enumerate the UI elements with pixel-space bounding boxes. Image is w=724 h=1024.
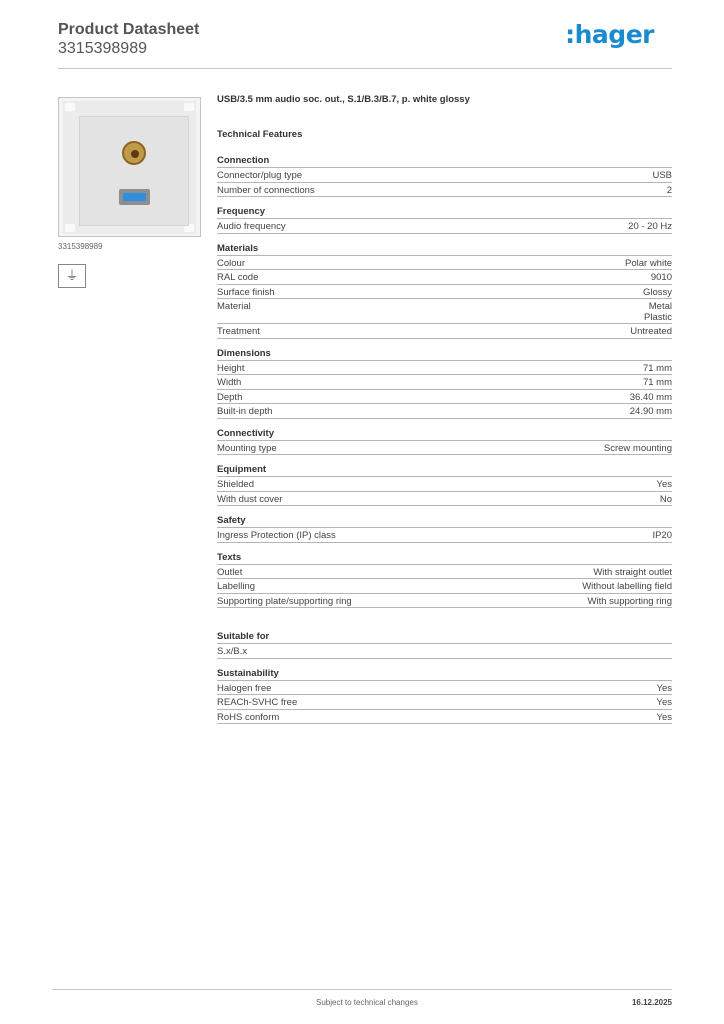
spec-label: Shielded — [217, 479, 254, 490]
spec-value: Yes — [656, 479, 672, 490]
socket-plate — [79, 116, 189, 226]
section-title: Frequency — [217, 205, 672, 219]
spec-row — [217, 594, 672, 609]
spec-row — [217, 404, 672, 419]
spec-value: Yes — [656, 697, 672, 708]
spec-label: Labelling — [217, 581, 256, 592]
feature-sections — [217, 154, 672, 724]
spec-row — [217, 270, 672, 285]
section-title: Connectivity — [217, 427, 672, 441]
spec-row — [217, 695, 672, 710]
spec-row — [217, 492, 672, 507]
spec-value: Polar white — [625, 257, 672, 269]
page-title: Product Datasheet — [58, 21, 200, 38]
spec-row — [217, 579, 672, 594]
spec-row — [217, 168, 672, 183]
section-title: Sustainability — [217, 667, 672, 681]
hager-logo: :hager — [565, 20, 654, 49]
spec-row — [217, 477, 672, 492]
spec-value: 36.40 mm — [629, 391, 672, 403]
footer-divider — [52, 989, 672, 990]
frame-clip — [65, 103, 75, 111]
spec-row — [217, 565, 672, 580]
section-equipment — [217, 463, 672, 506]
section-title: Connection — [217, 154, 672, 168]
spec-row — [217, 681, 672, 696]
spec-value: Screw mounting — [603, 442, 672, 454]
usb-port-icon — [119, 189, 150, 205]
section-title: Texts — [217, 551, 672, 565]
section-connection — [217, 154, 672, 197]
section-title: Suitable for — [217, 630, 672, 644]
spec-row — [217, 324, 672, 339]
section-title: Dimensions — [217, 347, 672, 361]
page-header — [58, 20, 672, 70]
spec-value: Untreated — [630, 326, 672, 337]
product-image — [58, 97, 201, 237]
spec-label: Colour — [217, 257, 245, 269]
section-sustainability — [217, 667, 672, 725]
spec-value: Metal Plastic — [644, 301, 672, 323]
spec-label: RAL code — [217, 272, 259, 283]
frame-clip — [65, 224, 75, 232]
spec-label: Outlet — [217, 566, 243, 578]
technical-features-heading: Technical Features — [217, 129, 303, 140]
spec-label: Number of connections — [217, 184, 315, 196]
section-title: Safety — [217, 514, 672, 528]
spec-label: Material — [217, 301, 251, 312]
spec-label: Treatment — [217, 326, 260, 337]
spec-value: With supporting ring — [587, 595, 672, 607]
spec-row — [217, 256, 672, 271]
spec-value: IP20 — [652, 530, 672, 541]
spec-row — [217, 441, 672, 456]
spec-label: Mounting type — [217, 442, 277, 454]
section-title: Equipment — [217, 463, 672, 477]
spec-label: Ingress Protection (IP) class — [217, 530, 336, 541]
spec-label: Built-in depth — [217, 406, 273, 417]
spec-row — [217, 219, 672, 234]
spec-label: Surface finish — [217, 286, 275, 298]
section-frequency — [217, 205, 672, 234]
technical-content — [217, 94, 672, 724]
frame-clip — [184, 103, 194, 111]
spec-value: USB — [652, 170, 672, 181]
spec-label: Width — [217, 377, 242, 388]
section-dimensions — [217, 347, 672, 419]
footer-note: Subject to technical changes — [316, 998, 418, 1007]
spec-label: REACh-SVHC free — [217, 697, 298, 708]
spec-value: No — [659, 493, 672, 505]
spec-row — [217, 183, 672, 198]
image-caption-code: 3315398989 — [58, 242, 103, 251]
spec-value: 71 mm — [642, 377, 672, 388]
spec-label: Connector/plug type — [217, 170, 303, 181]
spec-value: 9010 — [650, 272, 672, 283]
spec-row — [217, 361, 672, 376]
section-connectivity — [217, 427, 672, 456]
spec-value: 71 mm — [642, 362, 672, 374]
section-title: Materials — [217, 242, 672, 256]
socket-usb-symbol-icon: ⏚ — [58, 264, 86, 288]
spec-value: With straight outlet — [593, 566, 672, 578]
spec-label: Height — [217, 362, 245, 374]
spec-value: 2 — [666, 184, 672, 196]
spec-row — [217, 390, 672, 405]
header-divider — [58, 68, 672, 69]
spec-value: Yes — [656, 711, 672, 723]
spec-row — [217, 528, 672, 543]
spec-value: Without labelling field — [582, 581, 672, 592]
section-materials — [217, 242, 672, 339]
spec-label: RoHS conform — [217, 711, 280, 723]
spec-value: Yes — [656, 682, 672, 694]
spec-row — [217, 644, 672, 659]
spec-value: Glossy — [642, 286, 672, 298]
spec-label: Audio frequency — [217, 221, 286, 232]
section-texts — [217, 551, 672, 609]
product-code: 3315398989 — [58, 40, 147, 57]
footer-date: 16.12.2025 — [631, 998, 672, 1007]
spec-row — [217, 710, 672, 725]
section-safety — [217, 514, 672, 543]
spec-label: Supporting plate/supporting ring — [217, 595, 352, 607]
spec-value: 24.90 mm — [629, 406, 672, 417]
product-description: USB/3.5 mm audio soc. out., S.1/B.3/B.7, p. white glossy — [217, 94, 470, 105]
audio-jack-icon — [122, 141, 146, 165]
spec-row — [217, 375, 672, 390]
spec-label: With dust cover — [217, 493, 283, 505]
spec-row — [217, 285, 672, 300]
mounting-frame — [63, 101, 196, 234]
spec-label: Depth — [217, 391, 243, 403]
spec-value: 20 - 20 Hz — [628, 221, 672, 232]
spec-row — [217, 299, 672, 324]
section-suitable-for — [217, 630, 672, 659]
spec-label: Halogen free — [217, 682, 272, 694]
spec-label: S.x/B.x — [217, 646, 248, 657]
